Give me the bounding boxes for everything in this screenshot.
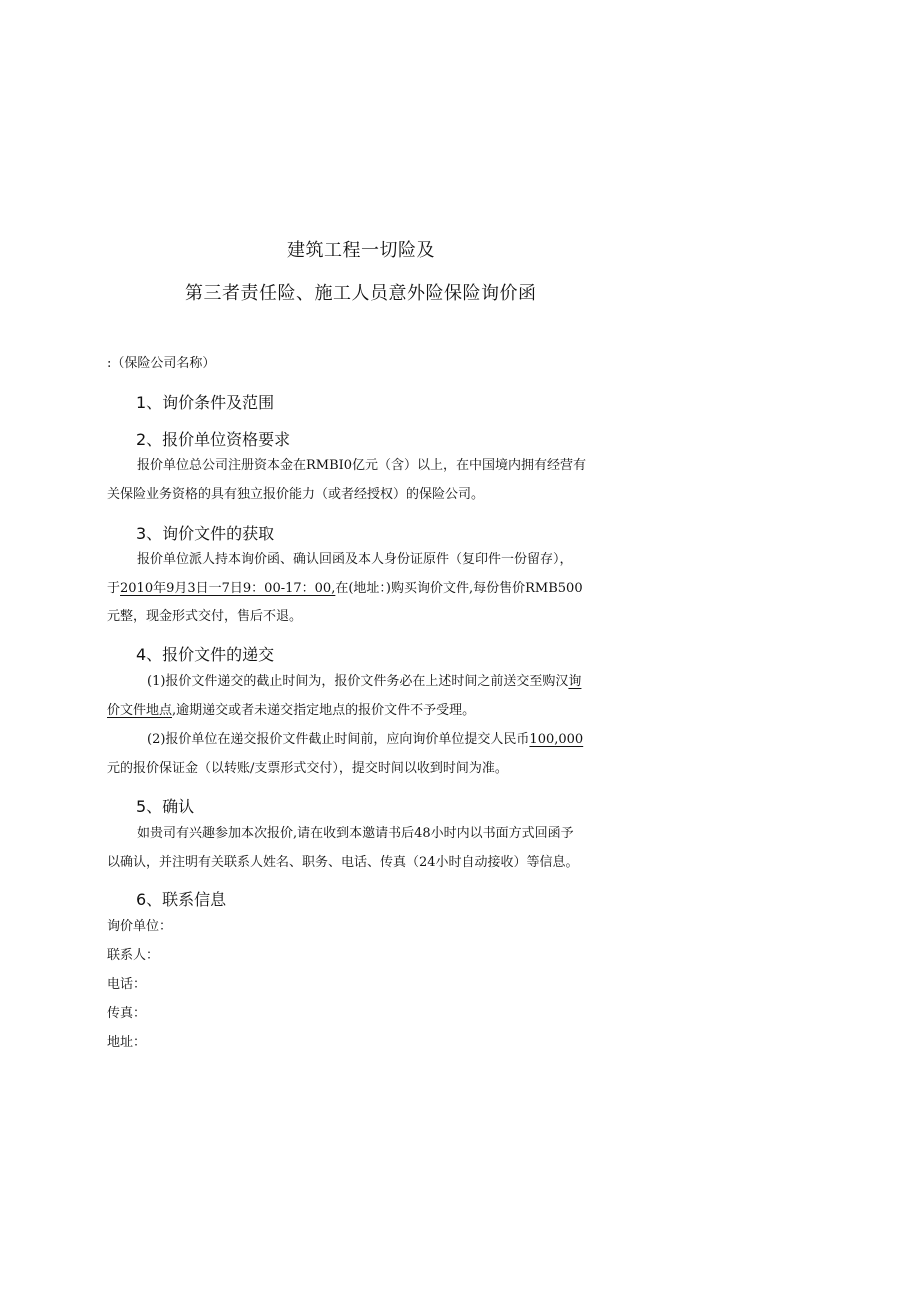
section-4-p1-line-1-underlined: 询 — [568, 674, 582, 689]
recipient-line: :（保险公司名称） — [107, 356, 216, 371]
section-5-line-2: 以确认，并注明有关联系人姓名、职务、电话、传真（24小时自动接收）等信息。 — [107, 855, 579, 870]
section-4-p1-line-1 — [147, 673, 581, 691]
section-3-line-2-prefix: 于 — [107, 581, 121, 596]
document-title-line2: 第三者责任险、施工人员意外险保险询价函 — [185, 283, 537, 304]
section-4-p2-line-1-prefix: (2)报价单位在递交报价文件截止时间前，应向询价单位提交人民币 — [147, 732, 530, 747]
section-2-heading: 2、报价单位资格要求 — [136, 430, 291, 449]
section-3-line-2 — [107, 580, 583, 598]
contact-field-phone: 电话： — [107, 977, 147, 992]
section-4-p1-line-2-underlined: 价文件地点 — [107, 703, 173, 718]
document-title-line1: 建筑工程一切险及 — [287, 240, 435, 261]
section-1-heading: 1、询价条件及范围 — [136, 393, 275, 412]
section-2-line-1: 报价单位总公司注册资本金在RMBI0亿元（含）以上，在中国境内拥有经营有 — [137, 458, 587, 473]
section-4-deposit-amount: 100,000 — [529, 732, 584, 747]
section-3-heading: 3、询价文件的获取 — [136, 524, 275, 543]
contact-field-inquirer: 询价单位： — [107, 919, 173, 934]
section-3-line-1: 报价单位派人持本询价函、确认回函及本人身份证原件（复印件一份留存）， — [137, 552, 573, 567]
section-6-heading: 6、联系信息 — [136, 890, 227, 909]
section-3-date-range: 2010年9月3日一7日9：00-17：00, — [120, 581, 336, 596]
section-5-line-1: 如贵司有兴趣参加本次报价,请在收到本邀请书后48小时内以书面方式回函予 — [137, 826, 574, 841]
section-5-heading: 5、确认 — [136, 797, 195, 816]
section-2-line-2: 关保险业务资格的具有独立报价能力（或者经授权）的保险公司。 — [107, 487, 485, 502]
section-4-p1-line-1-prefix: (1)报价文件递交的截止时间为，报价文件务必在上述时间之前送交至购汉 — [147, 674, 569, 689]
section-4-p1-line-2 — [107, 702, 475, 720]
section-4-heading: 4、报价文件的递交 — [136, 645, 275, 664]
contact-field-address: 地址： — [107, 1035, 147, 1050]
section-4-p2-line-2: 元的报价保证金（以转账/支票形式交付），提交时间以收到时间为准。 — [107, 761, 508, 776]
section-3-line-2-suffix: 在(地址：)购买询价文件,每份售价RMB500 — [335, 581, 583, 596]
section-4-p2-line-1 — [147, 731, 583, 749]
contact-field-fax: 传真： — [107, 1006, 147, 1021]
section-3-line-3: 元整，现金形式交付，售后不退。 — [107, 609, 303, 624]
contact-field-person: 联系人： — [107, 948, 160, 963]
section-4-p1-line-2-suffix: ,逾期递交或者未递交指定地点的报价文件不予受理。 — [172, 703, 476, 718]
